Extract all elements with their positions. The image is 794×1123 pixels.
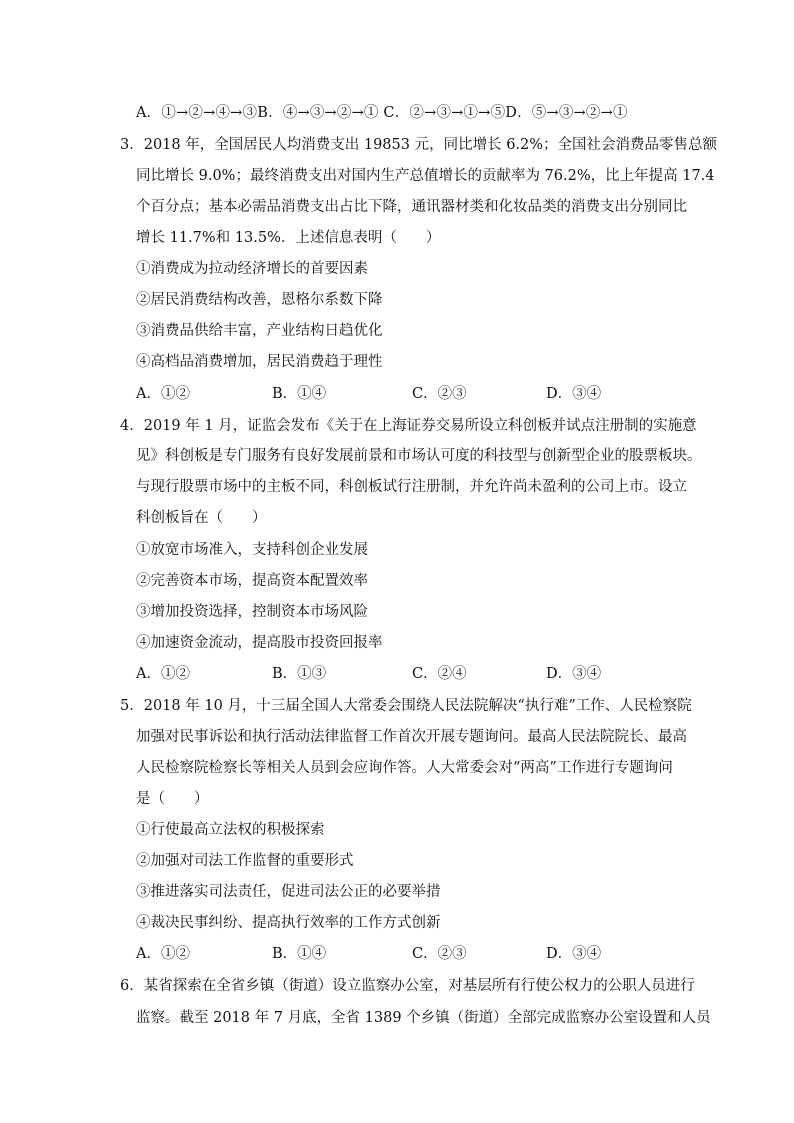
q5-option-a[interactable]: A．①② — [136, 946, 190, 962]
q5-item: ②加强对司法工作监督的重要形式 — [136, 853, 354, 869]
q4-option-b[interactable]: B．①③ — [272, 666, 327, 682]
q4-options — [136, 664, 676, 684]
q4-stem-line: 4．2019 年 1 月，证监会发布《关于在上海证券交易所设立科创板并试点注册制的实施意 — [120, 418, 697, 434]
q5-stem-line: 加强对民事诉讼和执行活动法律监督工作首次开展专题询问。最高人民法院院长、最高 — [136, 729, 687, 745]
q4-item: ①放宽市场准入，支持科创企业发展 — [136, 542, 368, 558]
q3-item: ③消费品供给丰富，产业结构日趋优化 — [136, 323, 383, 339]
q3-item: ①消费成为拉动经济增长的首要因素 — [136, 261, 368, 277]
q3-stem-line: 同比增长 9.0%；最终消费支出对国内生产总值增长的贡献率为 76.2%，比上年提高 17.4 — [136, 168, 715, 184]
q2-options: A．①→②→④→③B．④→③→②→① C．②→③→①→⑤D．⑤→③→②→① — [136, 105, 628, 121]
q3-stem-line: 增长 11.7%和 13.5%．上述信息表明（ ） — [136, 230, 441, 246]
q5-option-d[interactable]: D．③④ — [546, 946, 602, 962]
q3-stem-line: 3．2018 年，全国居民人均消费支出 19853 元，同比增长 6.2%；全国社会消费品零售总额 — [120, 137, 718, 153]
q4-stem-line: 见》科创板是专门服务有良好发展前景和市场认可度的科技型与创新型企业的股票板块。 — [136, 448, 702, 464]
q5-stem-line: 是（ ） — [136, 791, 209, 807]
q6-stem-line: 6．某省探索在全省乡镇（街道）设立监察办公室，对基层所有行使公权力的公职人员进行 — [120, 978, 695, 994]
q3-option-d[interactable]: D．③④ — [546, 386, 602, 402]
q3-option-b[interactable]: B．①④ — [272, 386, 327, 402]
q4-option-c[interactable]: C．②④ — [412, 666, 467, 682]
q5-option-b[interactable]: B．①④ — [272, 946, 327, 962]
q5-item: ③推进落实司法责任，促进司法公正的必要举措 — [136, 884, 441, 900]
q4-option-a[interactable]: A．①② — [136, 666, 190, 682]
q4-item: ②完善资本市场，提高资本配置效率 — [136, 573, 368, 589]
q3-stem-line: 个百分点；基本必需品消费支出占比下降，通讯器材类和化妆品类的消费支出分别同比 — [136, 199, 687, 215]
q5-stem-line: 5．2018 年 10 月，十三届全国人大常委会围绕人民法院解决“执行难”工作、人民检察院 — [120, 698, 692, 714]
q6-stem-line: 监察。截至 2018 年 7 月底，全省 1389 个乡镇（街道）全部完成监察办公室设置和人员 — [136, 1010, 711, 1026]
q4-stem-line: 科创板旨在（ ） — [136, 510, 267, 526]
q3-options — [136, 384, 676, 404]
q3-option-c[interactable]: C．②③ — [412, 386, 467, 402]
q3-option-a[interactable]: A．①② — [136, 386, 190, 402]
q5-item: ④裁决民事纠纷、提高执行效率的工作方式创新 — [136, 915, 441, 931]
q5-option-c[interactable]: C．②③ — [412, 946, 467, 962]
q5-item: ①行使最高立法权的积极探索 — [136, 822, 325, 838]
q4-option-d[interactable]: D．③④ — [546, 666, 602, 682]
q4-item: ③增加投资选择，控制资本市场风险 — [136, 604, 368, 620]
q3-item: ④高档品消费增加，居民消费趋于理性 — [136, 354, 383, 370]
q5-stem-line: 人民检察院检察长等相关人员到会应询作答。人大常委会对“两高”工作进行专题询问 — [136, 760, 673, 776]
q4-item: ④加速资金流动，提高股市投资回报率 — [136, 635, 383, 651]
q5-options — [136, 944, 676, 964]
q3-item: ②居民消费结构改善，恩格尔系数下降 — [136, 292, 383, 308]
q4-stem-line: 与现行股票市场中的主板不同，科创板试行注册制，并允许尚未盈利的公司上市。设立 — [136, 479, 687, 495]
